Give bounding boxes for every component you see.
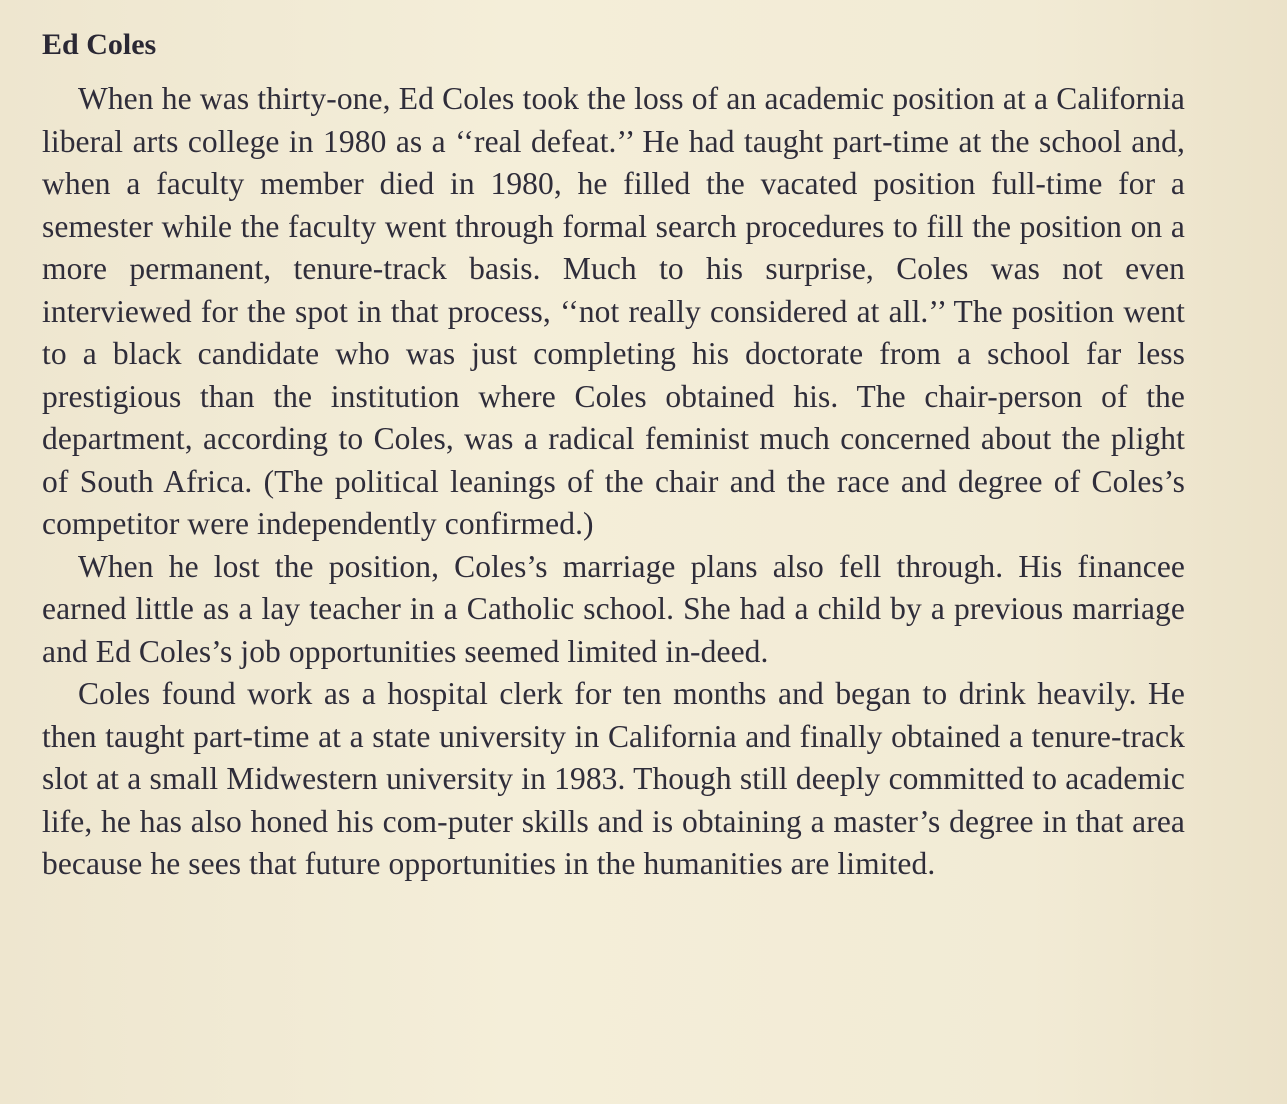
paragraph: Coles found work as a hospital clerk for ten months and began to drink heavily. He then taught part-time at a state university in California and finally obtained a tenure-track slot at a small Midwestern university in 1983. Though still deeply committed to academic life, he has also honed his com-puter skills and is obtaining a master’s degree in that area because he sees that future opportunities in the humanities are limited. bbox=[42, 676, 1185, 881]
paragraph: When he lost the position, Coles’s marriage plans also fell through. His financee earned little as a lay teacher in a Catholic school. She had a child by a previous marriage and Ed Coles’s job opportunities seemed limited in-deed. bbox=[42, 548, 1185, 669]
section-heading: Ed Coles bbox=[42, 28, 157, 61]
paragraph: When he was thirty-one, Ed Coles took the loss of an academic position at a California liberal arts college in 1980 as a ‘‘real defeat.’’ He had taught part-time at the school and, when a faculty member died in 1980, he filled the vacated position full-time for a semester while the faculty went through formal search procedures to fill the position on a more permanent, tenure-track basis. Much to his surprise, Coles was not even interviewed for the spot in that process, ‘‘not really considered at all.’’ The position went to a black candidate who was just completing his doctorate from a school far less prestigious than the institution where Coles obtained his. The chair-person of the department, according to Coles, was a radical feminist much concerned about the plight of South Africa. (The political leanings of the chair and the race and degree of Coles’s competitor were independently confirmed.) bbox=[42, 81, 1185, 541]
body-text bbox=[42, 78, 1185, 886]
